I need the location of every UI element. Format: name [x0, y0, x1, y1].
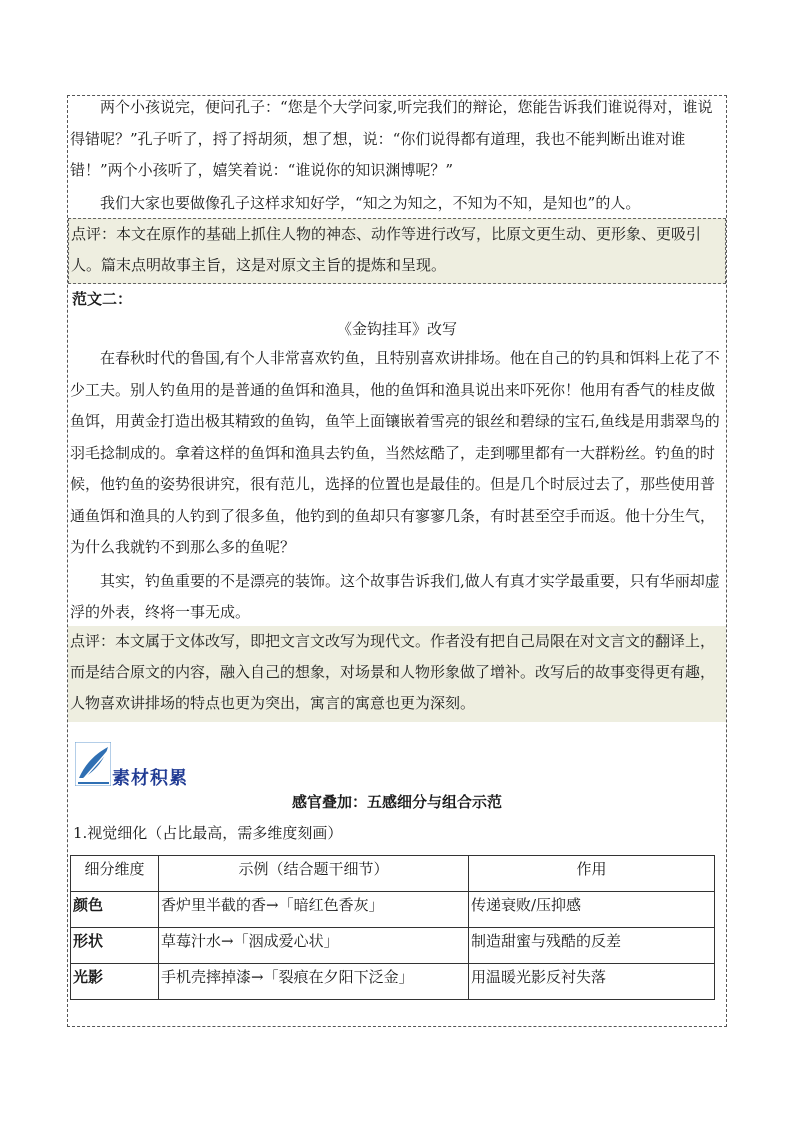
table-cell: 制造甜蜜与残酷的反差 [469, 928, 715, 964]
essay1-body [70, 92, 726, 219]
essay1-comment-text: 点评：本文在原作的基础上抓住人物的神态、动作等进行改写，比原文更生动、更形象、更吸引人。篇末点明故事主旨，这是对原文主旨的提炼和呈现。 [71, 225, 702, 274]
table-cell: 香炉里半截的香→「暗红色香灰」 [159, 892, 469, 928]
table-cell: 传递衰败/压抑感 [469, 892, 715, 928]
table-header-row [71, 856, 715, 892]
table-cell: 草莓汁水→「洇成爱心状」 [159, 928, 469, 964]
table-row [71, 964, 715, 1000]
table-cell: 颜色 [71, 892, 159, 928]
table-header-cell: 细分维度 [71, 856, 159, 892]
essay1-paragraph: 我们大家也要做像孔子这样求知好学，“知之为知之，不知为不知，是知也”的人。 [100, 193, 641, 212]
section-header [75, 742, 275, 792]
feather-icon [75, 742, 111, 786]
table-header-cell: 作用 [469, 856, 715, 892]
essay2-comment [68, 626, 726, 722]
essay2-paragraph: 其实，钓鱼重要的不是漂亮的装饰。这个故事告诉我们,做人有真才实学最重要，只有华丽却虚浮的外表，终将一事无成。 [70, 571, 720, 621]
essay2-comment-text: 点评：本文属于文体改写，即把文言文改写为现代文。作者没有把自己局限在对文言文的翻译上，而是结合原文的内容，融入自己的想象，对场景和人物形象做了增补。改写后的故事变得更有趣，人物喜欢讲排场的特点也更为突出，寓言的寓意也更为深刻。 [70, 632, 716, 712]
section-title: 素材积累 [112, 768, 188, 789]
table-cell: 形状 [71, 928, 159, 964]
table-row [71, 892, 715, 928]
table-cell: 用温暖光影反衬失落 [469, 964, 715, 1000]
table-row [71, 928, 715, 964]
essay1-comment [68, 218, 726, 284]
section-subtitle: 感官叠加：五感细分与组合示范 [291, 793, 502, 811]
table-cell: 光影 [71, 964, 159, 1000]
essay1-paragraph: 两个小孩说完，便问孔子：“您是个大学问家,听完我们的辩论，您能告诉我们谁说得对，谁说得错呢？”孔子听了，捋了捋胡须，想了想，说：“你们说得都有道理，我也不能判断出谁对谁错！”两个小孩听了，嬉笑着说：“谁说你的知识渊博呢？” [70, 98, 713, 179]
essay2-title: 《金钩挂耳》改写 [336, 320, 457, 338]
item-title: 1.视觉细化（占比最高，需多维度刻画） [73, 824, 343, 842]
visual-detail-table [70, 855, 715, 1000]
essay2-paragraph: 在春秋时代的鲁国,有个人非常喜欢钓鱼，且特别喜欢讲排场。他在自己的钓具和饵料上花了不少工夫。别人钓鱼用的是普通的鱼饵和渔具，他的鱼饵和渔具说出来吓死你！他用有香气的桂皮做鱼饵，用黄金打造出极其精致的鱼钩，鱼竿上面镶嵌着雪亮的银丝和碧绿的宝石,鱼线是用翡翠鸟的羽毛捻制成的。拿着这样的鱼饵和渔具去钓鱼，当然炫酷了，走到哪里都有一大群粉丝。钓鱼的时候，他钓鱼的姿势很讲究，很有范儿，选择的位置也是最佳的。但是几个时辰过去了，那些使用普通鱼饵和渔具的人钓到了很多鱼，他钓到的鱼却只有寥寥几条，有时甚至空手而返。他十分生气，为什么我就钓不到那么多的鱼呢？ [70, 349, 720, 556]
table-cell: 手机壳摔掉漆→「裂痕在夕阳下泛金」 [159, 964, 469, 1000]
essay2-body [70, 343, 726, 629]
essay2-label: 范文二： [72, 290, 133, 308]
table-header-cell: 示例（结合题干细节） [159, 856, 469, 892]
